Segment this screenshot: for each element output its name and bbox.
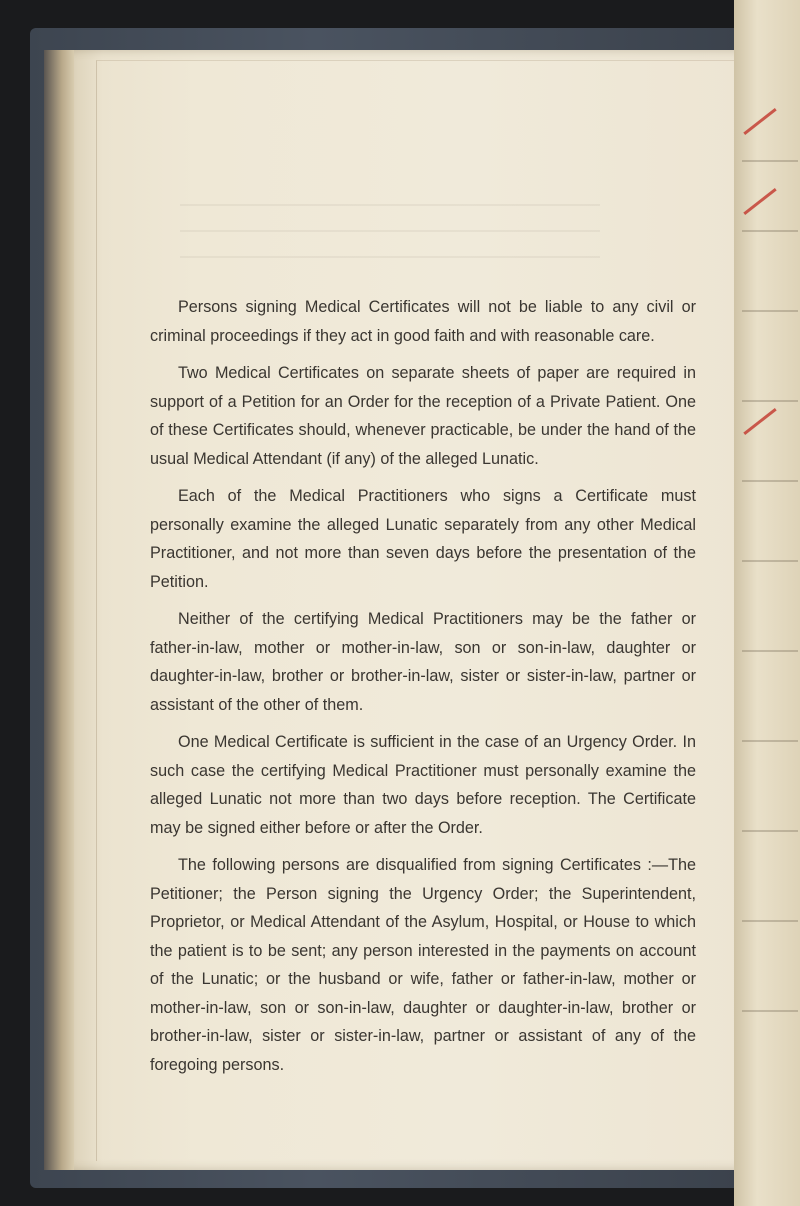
book-spine [44,50,74,1170]
adjacent-page-edge [734,0,800,1206]
paragraph-relationships: Neither of the certifying Medical Practitioners may be the father or father-in-law, mother or mother-in-law, son or son-in-law, daughter or daughter-in-law, brother or brother-in-law, sister or sister-in-law, partner or assistant of the other of them. [150,610,696,714]
reverse-side-showthrough [180,180,600,270]
paragraph-two-certificates: Two Medical Certificates on separate sheets of paper are required in support of a Petition for an Order for the reception of a Private Patient. One of these Certificates should, whenever practicable, be under the hand of the usual Medical Attendant (if any) of the alleged Lunatic. [150,364,696,468]
paragraph-liability: Persons signing Medical Certificates will not be liable to any civil or criminal proceedings if they act in good faith and with reasonable care. [150,298,696,345]
paragraph-disqualified: The following persons are disqualified from signing Certificates :—The Petitioner; the Person signing the Urgency Order; the Superintendent, Proprietor, or Medical Attendant of the Asylum, Hospital, or House to which the patient is to be sent; any person interested in the payments on account of the Lunatic; or the husband or wife, father or father-in-law, mother or mother-in-law, son or son-in-law, daughter or daughter-in-law, brother or brother-in-law, sister or sister-in-law, partner or assistant of any of the foregoing persons. [150,856,696,1074]
instructions-text [150,293,696,1088]
paragraph-examination: Each of the Medical Practitioners who signs a Certificate must personally examine the alleged Lunatic separately from any other Medical Practitioner, and not more than seven days before the presentation of the Petition. [150,487,696,591]
paragraph-urgency-order: One Medical Certificate is sufficient in the case of an Urgency Order. In such case the certifying Medical Practitioner must personally examine the alleged Lunatic not more than two days before reception. The Certificate may be signed either before or after the Order. [150,733,696,837]
